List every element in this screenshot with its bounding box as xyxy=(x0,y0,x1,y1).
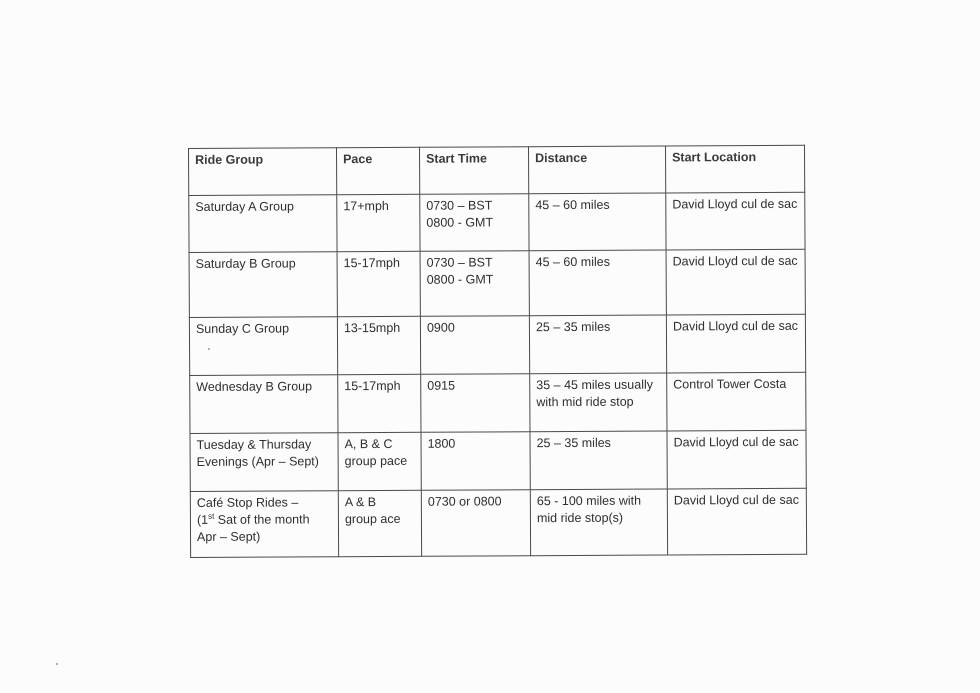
cell-text: Wednesday B Group xyxy=(196,379,313,394)
cell-text: 0730 – BST xyxy=(426,255,493,270)
ride-schedule-table xyxy=(188,145,807,558)
cell-start-time xyxy=(420,251,529,317)
cell-text: 0800 - GMT xyxy=(426,272,494,287)
cell-text: A & B xyxy=(344,495,377,510)
ordinal-prefix: (1 xyxy=(196,512,209,527)
cell-distance xyxy=(529,250,666,316)
cell-text: David Lloyd cul de sac xyxy=(672,196,798,212)
cell-text: David Lloyd cul de sac xyxy=(672,253,798,269)
table-row xyxy=(190,372,806,433)
cell-distance xyxy=(530,489,667,556)
cell-start-location xyxy=(667,372,806,431)
cell-distance xyxy=(530,431,667,490)
cell-text: 45 – 60 miles xyxy=(535,254,610,270)
cell-pace xyxy=(338,432,421,490)
cell-start-time xyxy=(421,374,530,433)
cell-text: group ace xyxy=(344,511,401,527)
cell-pace xyxy=(337,251,420,316)
cell-text: 17+mph xyxy=(343,198,389,214)
cell-text: 15-17mph xyxy=(344,378,401,394)
cell-start-location xyxy=(667,488,806,555)
cell-text: 45 – 60 miles xyxy=(535,197,610,213)
ordinal-suffix: st xyxy=(208,511,215,521)
table-row xyxy=(189,249,805,317)
cell-text-composite xyxy=(197,511,332,529)
cell-text: David Lloyd cul de sac xyxy=(673,434,799,450)
cell-start-time xyxy=(421,432,530,491)
header-distance: Distance xyxy=(528,146,665,194)
cell-text: A, B & C xyxy=(344,436,393,452)
cell-pace xyxy=(338,490,421,556)
header-start-location: Start Location xyxy=(665,145,804,193)
table-row xyxy=(189,314,805,375)
cell-start-location xyxy=(666,192,805,250)
cell-text: 0915 xyxy=(427,378,456,393)
cell-text: 25 – 35 miles xyxy=(535,319,611,335)
cell-text: David Lloyd cul de sac xyxy=(673,492,799,508)
cell-text: 13-15mph xyxy=(343,320,401,336)
cell-start-time xyxy=(420,194,529,252)
header-pace: Pace xyxy=(337,147,420,194)
cell-start-location xyxy=(666,314,805,373)
cell-distance xyxy=(529,315,666,374)
table-row xyxy=(189,192,805,252)
cell-text: with mid ride stop xyxy=(536,394,634,410)
cell-ride-group xyxy=(190,375,338,434)
cell-ride-group xyxy=(190,433,338,492)
cell-pace xyxy=(337,316,420,374)
cell-text: 0730 or 0800 xyxy=(427,494,502,509)
cell-text: Tuesday & Thursday xyxy=(196,437,312,452)
cell-ride-group xyxy=(189,195,337,253)
cell-text: Café Stop Rides – xyxy=(196,495,299,510)
cell-text: 0730 – BST xyxy=(426,198,493,213)
cell-distance xyxy=(530,373,667,432)
cell-pace xyxy=(338,374,421,432)
cell-start-location xyxy=(667,430,806,489)
cell-text: 25 – 35 miles xyxy=(536,435,611,451)
cell-text: Sat of the month xyxy=(217,512,310,527)
cell-pace xyxy=(337,194,420,251)
cell-start-time xyxy=(420,316,529,375)
cell-text: Saturday B Group xyxy=(195,256,296,271)
cell-text: David Lloyd cul de sac xyxy=(672,318,799,334)
table-row xyxy=(190,430,806,491)
cell-text: Evenings (Apr – Sept) xyxy=(196,454,319,469)
cell-ride-group xyxy=(189,252,337,318)
cell-text: 0800 - GMT xyxy=(426,215,494,230)
cell-text: Apr – Sept) xyxy=(197,529,261,544)
header-row xyxy=(189,145,805,195)
cell-text: Saturday A Group xyxy=(195,199,295,214)
cell-ride-group xyxy=(190,491,338,558)
cell-start-time xyxy=(421,490,530,557)
cell-text: group pace xyxy=(344,453,408,469)
cell-start-location xyxy=(666,249,805,315)
cell-distance xyxy=(529,193,666,251)
table-row xyxy=(190,488,806,557)
header-ride-group: Ride Group xyxy=(189,148,337,196)
header-start-time: Start Time xyxy=(419,147,528,195)
scan-speck xyxy=(56,663,58,665)
cell-text: 0900 xyxy=(426,320,455,335)
cell-text: 1800 xyxy=(427,436,456,451)
cell-ride-group xyxy=(189,317,337,376)
cell-text: 15-17mph xyxy=(343,255,400,271)
cell-text: mid ride stop(s) xyxy=(536,510,624,526)
cell-text: 35 – 45 miles usually xyxy=(536,377,654,393)
cell-text: Sunday C Group xyxy=(195,321,290,336)
cell-text: 65 - 100 miles with xyxy=(536,493,642,509)
cell-text: Control Tower Costa xyxy=(673,376,787,392)
